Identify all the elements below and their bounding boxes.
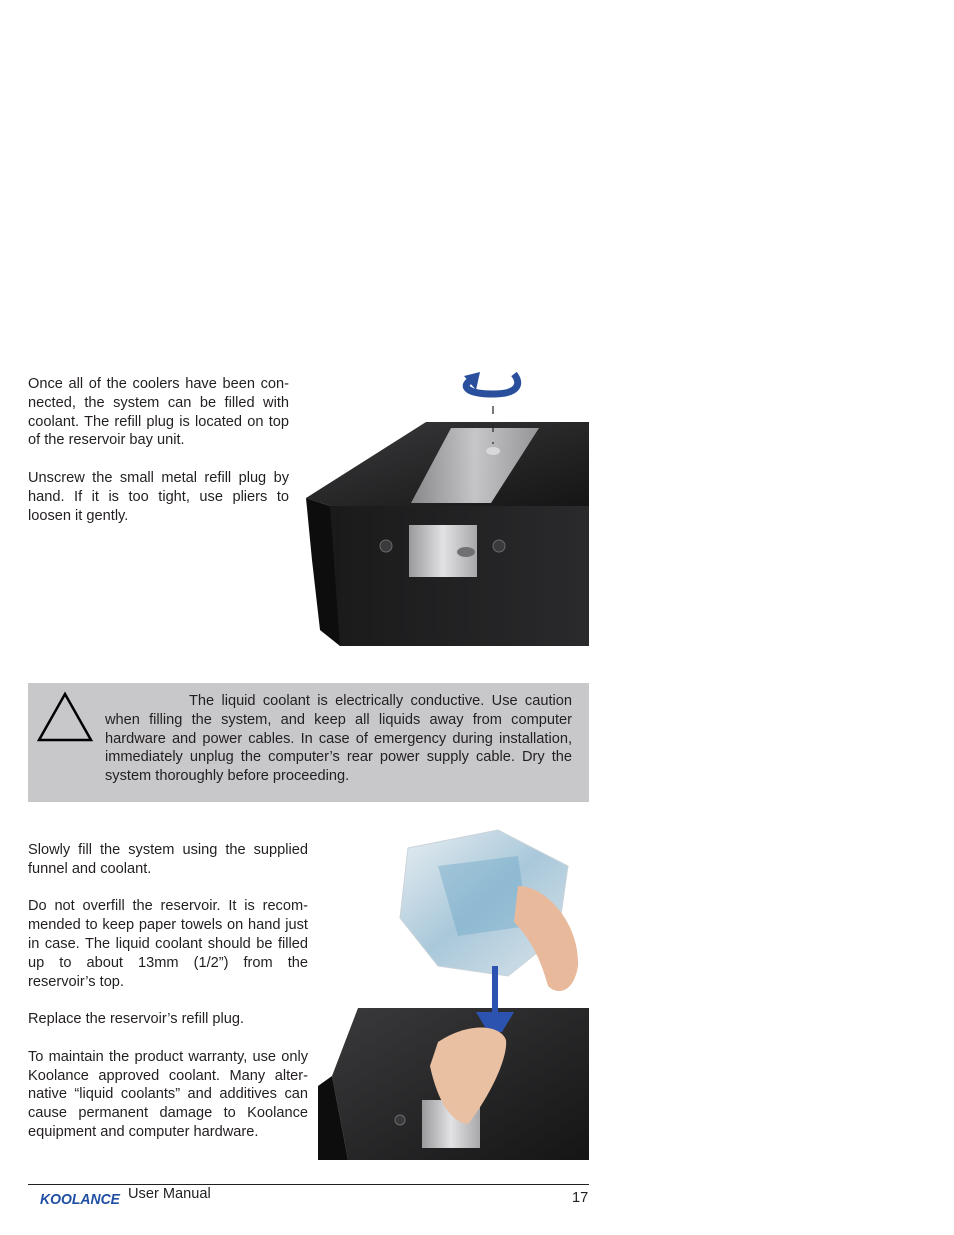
fill-paragraph-3: Replace the reservoir’s refill plug. (28, 1011, 245, 1028)
filling-reservoir-photo (318, 826, 589, 1160)
fill-paragraph-2: Do not overfill the reservoir. It is recom- mended to keep paper towels on hand just in case. The liquid coolant should be filled up to about 13mm (1/2”) from the reservoir’s top. (28, 898, 308, 990)
warning-triangle-icon (36, 691, 94, 743)
footer-label: User Manual (128, 1186, 211, 1202)
page-number: 17 (572, 1190, 589, 1206)
reservoir-refill-plug-photo (306, 360, 589, 646)
intro-text (28, 375, 289, 525)
intro-paragraph-2: Unscrew the small metal refill plug by hand. If it is too tight, use pliers to loosen it gently. (28, 469, 289, 524)
warning-text: The liquid coolant is electrically conductive. Use caution when filling the system, and keep all liquids away from computer hardware and power cables. In case of emergency during installation, immediately unplug the computer’s rear power supply cable. Dry the system thoroughly before proceeding. (105, 693, 572, 785)
intro-paragraph-1: Once all of the coolers have been con- nected, the system can be filled with coolant. The refill plug is located on top of the reservoir bay unit. (28, 376, 289, 449)
warning-box (28, 683, 589, 802)
fill-paragraph-4: To maintain the product warranty, use only Koolance approved coolant. Many alter- native “liquid coolants” and additives can cause permanent damage to Koolance equipment and computer hardware. (28, 1048, 308, 1140)
svg-text:KOOLANCE: KOOLANCE (40, 1191, 121, 1208)
koolance-logo (38, 1188, 122, 1208)
fill-instructions-text (28, 841, 308, 1142)
footer-divider (28, 1184, 589, 1185)
fill-paragraph-1: Slowly fill the system using the supplied funnel and coolant. (28, 842, 308, 877)
